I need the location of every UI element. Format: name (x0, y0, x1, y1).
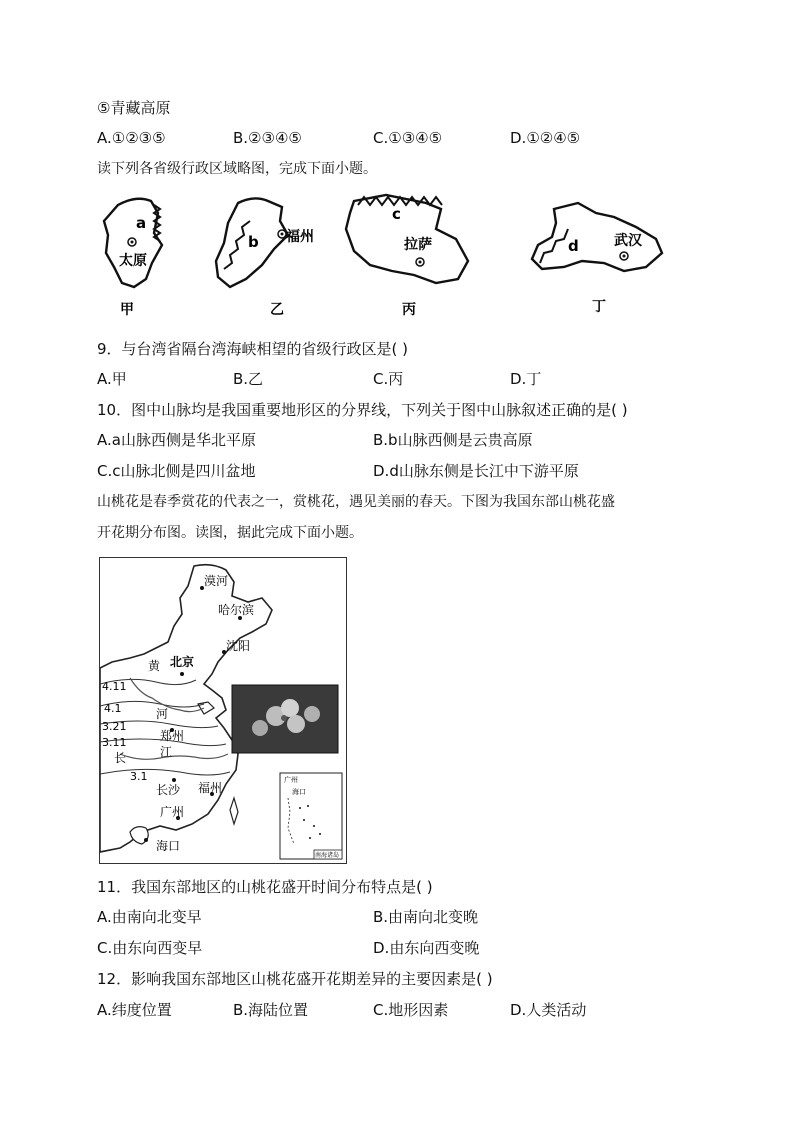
city-zhengzhou: 郑州 (160, 729, 185, 743)
mountain-c-text: c (392, 205, 401, 223)
q12-option-d[interactable]: D.人类活动 (510, 1001, 587, 1019)
q8-option-b[interactable]: B.②③④⑤ (233, 129, 302, 147)
q10-option-d[interactable]: D.d山脉东侧是长江中下游平原 (373, 462, 579, 480)
q9-stem: 9．与台湾省隔台湾海峡相望的省级行政区是( ) (97, 340, 409, 358)
isoline-4-11: 4.11 (102, 680, 127, 693)
city-shenyang: 沈阳 (226, 639, 251, 653)
q11-option-b[interactable]: B.由南向北变晚 (373, 908, 479, 926)
q12-option-b[interactable]: B.海陆位置 (233, 1001, 309, 1019)
isoline-4-1: 4.1 (104, 702, 122, 715)
caption-bing: 丙 (402, 302, 416, 318)
city-fuzhou: 福州 (286, 229, 314, 245)
q12-stem: 12．影响我国东部地区山桃花盛开花期差异的主要因素是( ) (97, 970, 493, 988)
intro-bloom-2: 开花期分布图。读图，据此完成下面小题。 (97, 525, 363, 541)
q11-option-a[interactable]: A.由南向北变早 (97, 908, 202, 926)
map-jia (104, 199, 162, 318)
isoline-3-21: 3.21 (102, 720, 127, 733)
label-chang: 长 (114, 751, 127, 765)
q10-option-c[interactable]: C.c山脉北侧是四川盆地 (97, 462, 256, 480)
isoline-3-11: 3.11 (102, 736, 127, 749)
q10-stem: 10．图中山脉均是我国重要地形区的分界线，下列关于图中山脉叙述正确的是( ) (97, 401, 628, 419)
q11-stem: 11．我国东部地区的山桃花盛开时间分布特点是( ) (97, 878, 433, 896)
city-fuzhou-map: 福州 (198, 781, 223, 795)
city-beijing: 北京 (170, 655, 195, 669)
q8-option-c[interactable]: C.①③④⑤ (373, 129, 443, 147)
map-ding (532, 203, 662, 315)
province-maps-figure (96, 183, 676, 331)
city-wuhan: 武汉 (614, 233, 642, 249)
isoline-3-1: 3.1 (130, 770, 148, 783)
intro-provinces: 读下列各省级行政区域略图，完成下面小题。 (97, 161, 377, 177)
city-guangzhou: 广州 (160, 805, 185, 819)
q9-option-c[interactable]: C.丙 (373, 370, 404, 388)
city-haikou: 海口 (156, 839, 181, 853)
city-mohe: 漠河 (204, 574, 229, 588)
mountain-a-label: a (136, 214, 147, 232)
caption-yi: 乙 (270, 302, 284, 318)
inset-guangzhou: 广州 (284, 776, 298, 784)
mountain-d-label: d (568, 237, 579, 255)
q8-option-a[interactable]: A.①②③⑤ (97, 129, 166, 147)
caption-jia: 甲 (120, 302, 134, 318)
q9-option-a[interactable]: A.甲 (97, 370, 127, 388)
south-china-sea-inset (280, 773, 342, 859)
label-jiang: 江 (160, 745, 173, 759)
caption-ding: 丁 (592, 299, 606, 315)
inset-haikou: 海口 (292, 788, 306, 796)
inset-label: 南海诸岛 (315, 852, 340, 859)
q11-option-d[interactable]: D.由东向西变晚 (373, 939, 480, 957)
mountain-b-label: b (248, 233, 259, 251)
bloom-map (99, 557, 347, 864)
intro-bloom-1: 山桃花是春季赏花的代表之一，赏桃花，遇见美丽的春天。下图为我国东部山桃花盛 (97, 494, 615, 510)
q12-option-a[interactable]: A.纬度位置 (97, 1001, 172, 1019)
map-bing (346, 195, 468, 318)
map-yi (216, 198, 314, 318)
q10-option-a[interactable]: A.a山脉西侧是华北平原 (97, 431, 256, 449)
label-huang: 黄 (148, 659, 161, 673)
q8-option-d[interactable]: D.①②④⑤ (510, 129, 581, 147)
q9-option-b[interactable]: B.乙 (233, 370, 264, 388)
q10-option-b[interactable]: B.b山脉西侧是云贵高原 (373, 431, 533, 449)
q12-option-c[interactable]: C.地形因素 (373, 1001, 449, 1019)
q11-option-c[interactable]: C.由东向西变早 (97, 939, 203, 957)
label-he: 河 (156, 707, 169, 721)
q9-option-d[interactable]: D.丁 (510, 370, 542, 388)
q8-item-5: ⑤青藏高原 (97, 99, 171, 117)
city-taiyuan: 太原 (119, 253, 147, 269)
city-harbin: 哈尔滨 (218, 603, 255, 617)
city-lhasa: 拉萨 (404, 237, 432, 253)
city-changsha: 长沙 (156, 783, 181, 797)
